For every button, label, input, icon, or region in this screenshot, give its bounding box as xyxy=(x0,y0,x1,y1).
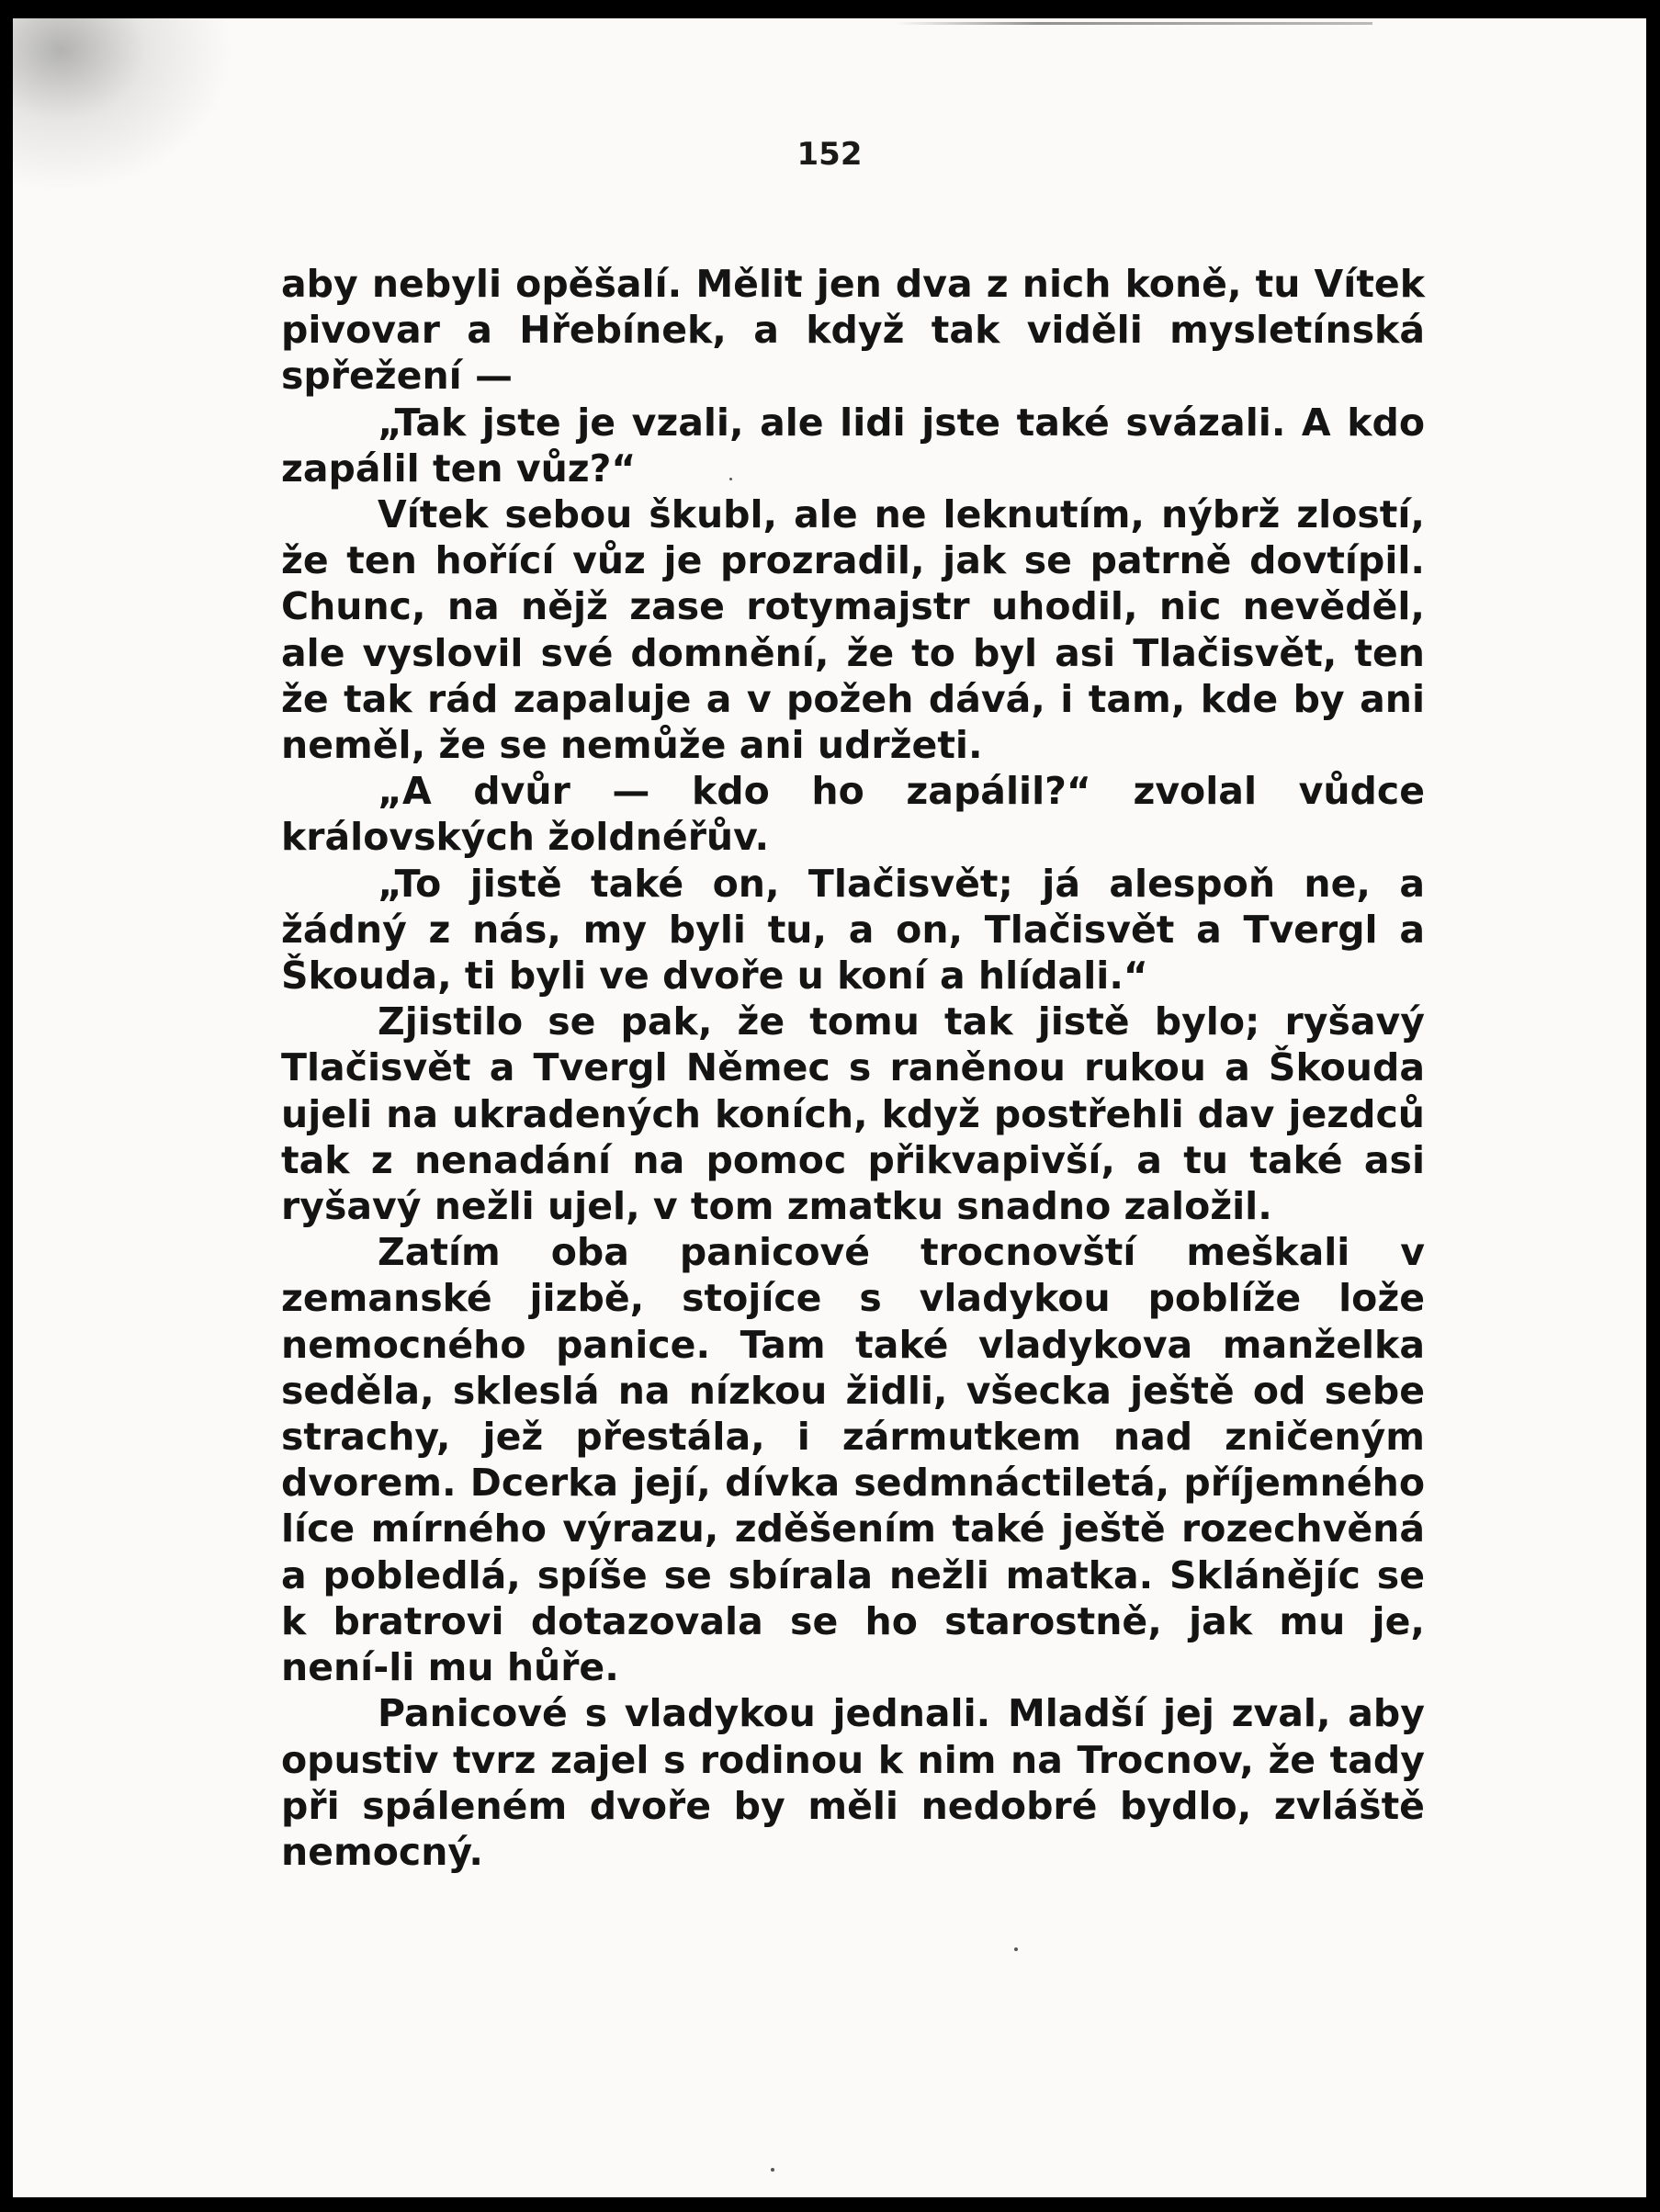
paragraph: „To jistě také on, Tlačisvět; já alespoň ne, a žádný z nás, my byli tu, a on, Tlačisvět a Tvergl a Škouda, ti byli ve dvoře u koní a hlídali.“ xyxy=(281,861,1425,999)
paragraph: „A dvůr — kdo ho zapálil?“ zvolal vůdce královských žoldnéřův. xyxy=(281,769,1425,860)
body-text xyxy=(281,261,1425,1875)
paragraph: Zjistilo se pak, že tomu tak jistě bylo; ryšavý Tlačisvět a Tvergl Němec s raněnou rukou a Škouda ujeli na ukradených koních, když postřehli dav jezdců tak z nenadání na pomoc přikvapivší, a tu také asi ryšavý nežli ujel, v tom zmatku snadno založil. xyxy=(281,999,1425,1229)
print-speck xyxy=(1014,1947,1018,1951)
page-number: 152 xyxy=(796,136,863,173)
top-edge-mark xyxy=(895,22,1372,25)
print-speck xyxy=(771,2168,774,2172)
paragraph: Panicové s vladykou jednali. Mladší jej zval, aby opustiv tvrz zajel s rodinou k nim na Trocnov, že tady při spáleném dvoře by měli nedobré bydlo, zvláště nemocný. xyxy=(281,1691,1425,1874)
print-speck xyxy=(729,478,732,480)
paragraph: aby nebyli opěšalí. Mělit jen dva z nich koně, tu Vítek pivovar a Hřebínek, a když tak viděli mysletínská spřežení — xyxy=(281,262,1425,399)
paragraph: „Tak jste je vzali, ale lidi jste také svázali. A kdo zapálil ten vůz?“ xyxy=(281,400,1425,491)
book-page xyxy=(13,18,1646,2197)
paragraph: Vítek sebou škubl, ale ne leknutím, nýbrž zlostí, že ten hořící vůz je prozradil, jak se patrně dovtípil. Chunc, na nějž zase rotymajstr uhodil, nic nevěděl, ale vyslovil své domnění, že to byl asi Tlačisvět, ten že tak rád zapaluje a v požeh dává, i tam, kde by ani neměl, že se nemůže ani udržeti. xyxy=(281,492,1425,768)
paragraph: Zatím oba panicové trocnovští meškali v zemanské jizbě, stojíce s vladykou poblíže lože nemocného panice. Tam také vladykova manželka seděla, skleslá na nízkou židli, všecka ještě od sebe strachy, jež přestála, i zármutkem nad zničeným dvorem. Dcerka její, dívka sedmnáctiletá, příjemného líce mírného výrazu, zděšením také ještě rozechvěná a pobledlá, spíše se sbírala nežli matka. Sklánějíc se k bratrovi dotazovala se ho starostně, jak mu je, není-li mu hůře. xyxy=(281,1230,1425,1690)
